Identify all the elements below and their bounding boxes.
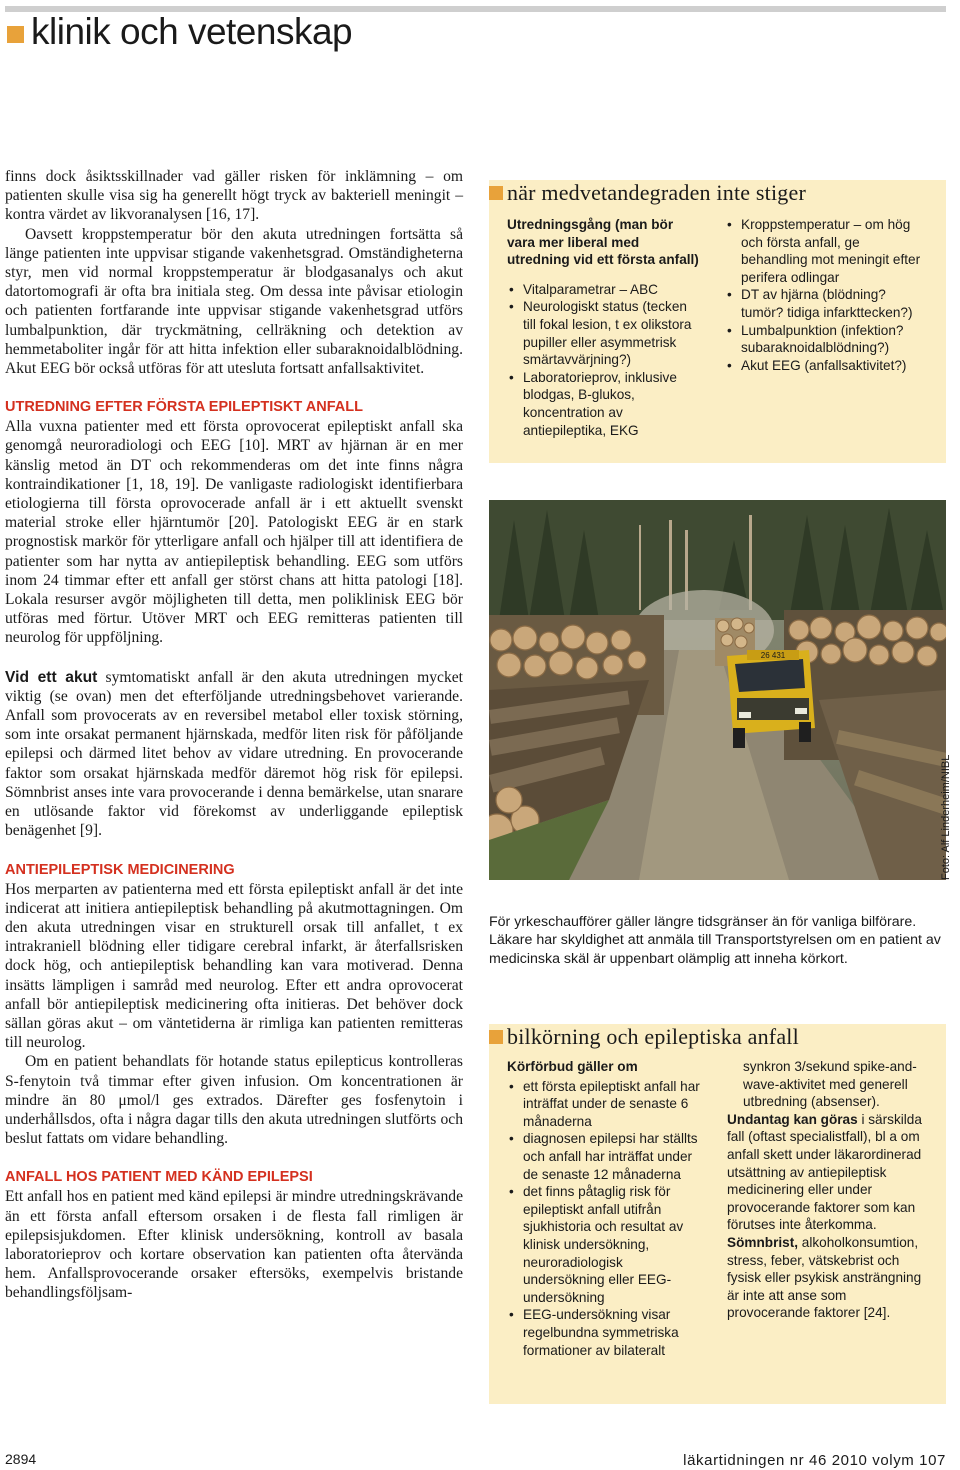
lead-in: Vid ett akut: [5, 668, 98, 686]
photo-credit: Foto: Alf Linderheim/NIBL: [940, 754, 952, 880]
paragraph: Hos merparten av patienterna med ett första epileptiskt anfall är det inte indicerat att initiera antiepileptisk behandling på akutmottagningen. Om den akuta utredningen visar en strukturell orsak till anfallet, t ex intrakraniell blödning eller tidigare cerebral infarkt, är återfallsrisken dock hög, och antiepileptisk behandling kan vara motiverad. Denna insätts lämpligen i samråd med neurolog. Efter ett andra oprovocerat anfall bör antiepileptisk medicinering ofta initieras. Det behöver dock sällan göras akut – om väntetiderna är rimliga kan patienten remitteras till neurolog.: [5, 880, 463, 1052]
factbox-body: [489, 210, 946, 463]
section-title: klinik och vetenskap: [31, 11, 353, 52]
factbox-driving: [489, 1024, 946, 1404]
list-item-continued: synkron 3/sekund spike-and-wave-aktivitet med generell utbredning (absenser).: [743, 1059, 917, 1110]
list-item: • DT av hjärna (blödning? tumör? tidiga infarkttecken?): [725, 286, 925, 321]
list-item: • diagnosen epilepsi har ställts och anfall har inträffat under de senaste 12 månaderna: [507, 1130, 707, 1183]
svg-text:26 431: 26 431: [760, 651, 786, 660]
factbox-list-left: [507, 281, 703, 439]
paragraph: Oavsett kroppstemperatur bör den akuta utredningen fortsätta så länge patienten inte uppvisar stigande vakenhetsgrad. Omständigheterna styr, men vid normal kroppstemperatur är blodgasanalys och akut datortomografi är ofta bra initiala steg. Om dessa inte påvisar etiologin och patienten fortfarande inte uppvisar stigande vakenhetsgrad utförs lumbalpunktion, där tryckmätning, cellräkning och detektion av hemmetaboliter ingår för att hitta infektion eller subaraknoidalblödning. Akut EEG bör också utföras för att utesluta fortsatt anfallsaktivitet.: [5, 225, 463, 378]
factbox-title: när medvetandegraden inte stiger: [507, 180, 806, 205]
list-item: • Kroppstemperatur – om hög och första anfall, ge behandling mot meningit efter perifera odlingar: [725, 216, 925, 286]
journal-issue: läkartidningen nr 46 2010 volym 107: [683, 1452, 946, 1469]
page-number: 2894: [5, 1451, 37, 1467]
paragraph: Sömnbrist, alkoholkonsumtion, stress, feber, vätskebrist och fysisk eller psykisk ansträngning är inte att anse som provocerande faktorer [24].: [727, 1234, 922, 1321]
list-item: • Neurologiskt status (tecken till fokal lesion, t ex olikstora pupiller eller asymmetrisk smärtavvärjning?): [507, 298, 703, 368]
section-heading: ANTIEPILEPTISK MEDICINERING: [5, 861, 235, 878]
photo-log-truck: [489, 500, 946, 880]
factbox-title: bilkörning och epileptiska anfall: [507, 1024, 799, 1049]
paragraph: Vid ett akut symtomatiskt anfall är den akuta utredningen mycket viktig (se ovan) men det efterföljande utredningsbehovet varierande. Anfall som provocerats av en reversibel metabol eller toxisk störning, som inte orsakat permanent hjärnskada, medför liten risk för påföljande epilepsi och därmed litet behov av vidare utredning. En provocerande faktor som orsakat hjärnskada medför däremot hög risk för epilepsi. Sömnbrist anses inte vara provocerande i denna bemärkelse, utan snarare en utlösande faktor vid förekomst av underliggande epileptisk benägenhet [9].: [5, 668, 464, 840]
list-item: • Akut EEG (anfallsaktivitet?): [725, 357, 925, 375]
list-item: • det finns påtaglig risk för epileptiskt anfall utifrån sjukhistoria och resultat av klinisk undersökning, neuroradiologisk undersökning eller EEG-undersökning: [507, 1183, 707, 1306]
list-item: • EEG-undersökning visar regelbundna symmetriska formationer av bilateralt: [507, 1306, 707, 1359]
list-item: • Laboratorieprov, inklusive blodgas, B-glukos, koncentration av antiepileptika, EKG: [507, 369, 703, 439]
factbox-consciousness: [489, 180, 946, 463]
section-heading: UTREDNING EFTER FÖRSTA EPILEPTISKT ANFALL: [5, 399, 363, 416]
paragraph: finns dock åsiktsskillnader vad gäller risken för inklämning – om patienten skulle visa sig ha generellt högt tryck av bakteriell meningit – kontra värdet av likvoranalysen [16, 17].: [5, 168, 463, 224]
list-item: • Vitalparametrar – ABC: [507, 281, 703, 299]
paragraph: Alla vuxna patienter med ett första oprovocerat epileptiskt anfall ska genomgå neuroradiologi och EEG [10]. MRT av hjärnan är en mer känslig metod än DT och rekommenderas om det inte finns några kontraindikationer [1, 18, 19]. De vanligaste radiologiskt identifierbara etiologierna till första oprovocerade anfall är i ett aktuellt svenskt material stroke eller hjärntumör [20]. Patologiskt EEG är en stark prognostisk markör för ytterligare anfall och hjälper till att identifiera de patienter som har nytta av antiepileptisk behandling. EEG som utförs inom 24 timmar efter ett anfall ger störst chans att hitta patologi [18]. Lokala resurser avgör möjligheten till detta, men poliklinisk EEG bör utföras med förtur. Utöver MRT och EEG remitteras patienten till neurolog för uppföljning.: [5, 418, 463, 647]
paragraph: Om en patient behandlats för hotande status epilepticus kontrolleras S-fenytoin två timmar efter given infusion. Om koncentrationen är mindre än 80 μmol/l ges extrados. Därefter ges fosfenytoin i underhållsdos, ofta i några dagar tills den akuta utredningen slutförts och beslut fattats om vidare behandling.: [5, 1053, 463, 1148]
log-truck-illustration: [489, 500, 946, 880]
factbox-heading: Utredningsgång (man bör vara mer liberal med utredning vid ett första anfall): [507, 217, 699, 268]
factbox-list-right: [725, 216, 925, 374]
article-column: [5, 167, 463, 1303]
box-marker-icon: [489, 1030, 503, 1044]
paragraph: Undantag kan göras i särskilda fall (oftast specialistfall), bl a om anfall skett under läkarordinerad utsättning av antiepileptisk medicinering eller under provocerande faktorer som kan förutses inte återkomma.: [727, 1111, 922, 1233]
factbox-list: [507, 1078, 707, 1360]
section-marker-icon: [7, 26, 24, 43]
paragraph: Ett anfall hos en patient med känd epilepsi är mindre utredningskrävande än ett första anfall eftersom orsaken i de flesta fall rimligen är epilepsisjukdomen. Efter klinisk undersökning, kontroll av basala laboratorieprov och kortare observation kan patienten ofta återvända hem. Anfallsprovocerande orsaker eftersöks, exempelvis bristande behandlingsföljsam-: [5, 1188, 463, 1302]
page-header: [5, 6, 946, 56]
photo-caption: För yrkeschaufförer gäller längre tidsgränser än för vanliga bilförare. Läkare har skyldighet att anmäla till Transportstyrelsen om en patient av medicinska skäl är uppenbart olämplig att inneha körkort.: [489, 914, 941, 967]
section-heading: ANFALL HOS PATIENT MED KÄND EPILEPSI: [5, 1169, 313, 1186]
factbox-body: [489, 1054, 946, 1404]
list-item: • Lumbalpunktion (infektion? subaraknoidalblödning?): [725, 322, 925, 357]
list-item: • ett första epileptiskt anfall har inträffat under de senaste 6 månaderna: [507, 1078, 707, 1131]
factbox-heading: Körförbud gäller om: [507, 1059, 638, 1074]
box-marker-icon: [489, 186, 503, 200]
